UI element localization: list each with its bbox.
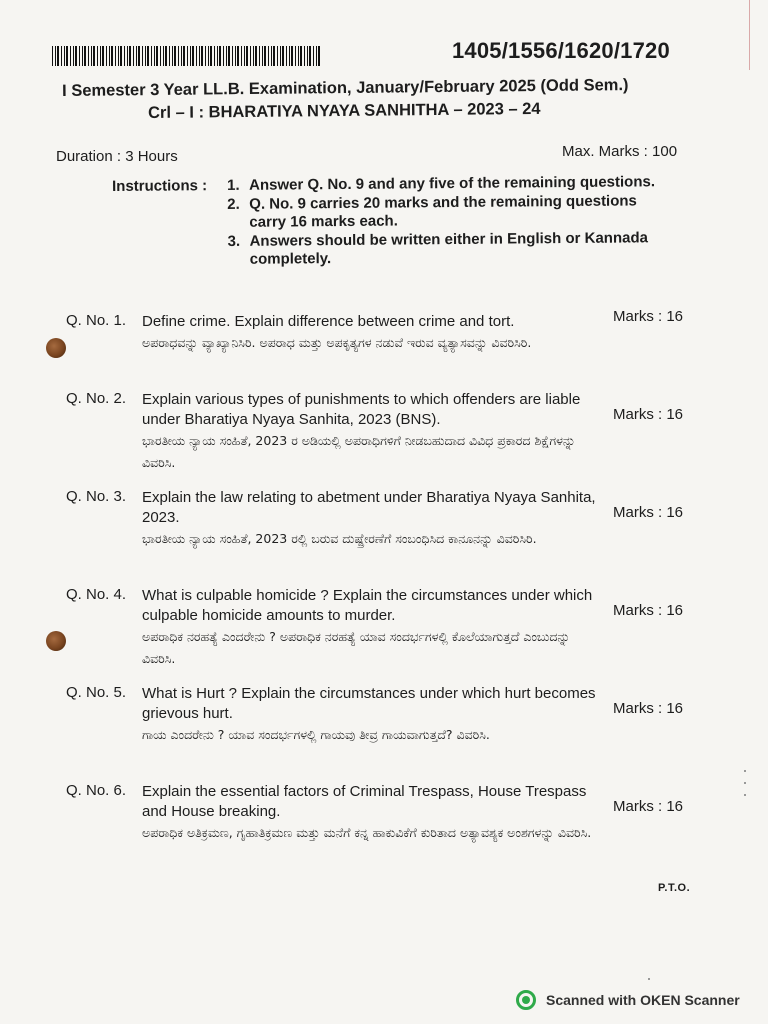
- scanner-watermark: [516, 990, 740, 1010]
- question-text-english: Define crime. Explain difference between crime and tort.: [142, 313, 515, 330]
- scan-speck: [744, 770, 746, 772]
- instruction-number: 1.: [226, 176, 240, 194]
- pto-label: P.T.O.: [658, 882, 691, 894]
- paper-code: 1405/1556/1620/1720: [452, 38, 670, 63]
- punch-hole-icon: [46, 631, 66, 651]
- question-marks: Marks : 16: [613, 798, 684, 815]
- question-marks: Marks : 16: [613, 406, 684, 423]
- question-text-english: Explain the law relating to abetment under Bharatiya Nyaya Sanhita, 2023.: [142, 489, 596, 526]
- max-marks: Max. Marks : 100: [562, 143, 678, 160]
- oken-scanner-logo-icon: [516, 990, 536, 1010]
- instruction-number: 2.: [227, 195, 240, 213]
- instruction-number: 3.: [227, 232, 241, 250]
- exam-title: I Semester 3 Year LL.B. Examination, January/February 2025 (Odd Sem.): [62, 76, 629, 100]
- question-text-english: What is Hurt ? Explain the circumstances under which hurt becomes grievous hurt.: [142, 685, 596, 722]
- question-marks: Marks : 16: [613, 308, 684, 325]
- scan-speck: [744, 782, 746, 784]
- question-text-kannada: ಅಪರಾಧಿಕ ಅತಿಕ್ರಮಣ, ಗೃಹಾತಿಕ್ರಮಣ ಮತ್ತು ಮನೆಗೆ ಕನ್ನ ಹಾಕುವಿಕೆಗೆ ಕುರಿತಾದ ಅತ್ಯಾವಶ್ಯಕ ಅಂಶಗಳನ್ನು ವಿವರಿಸಿ.: [142, 825, 592, 840]
- question-number: Q. No. 1.: [66, 312, 127, 329]
- question-body: [142, 586, 602, 670]
- question-body: [142, 488, 602, 550]
- question-number: Q. No. 6.: [66, 782, 127, 799]
- question-text-english: Explain various types of punishments to which offenders are liable under Bharatiya Nyaya Sanhita, 2023 (BNS).: [142, 391, 581, 428]
- question-marks: Marks : 16: [613, 504, 684, 521]
- subject-title: Crl – I : BHARATIYA NYAYA SANHITHA – 2023 – 24: [148, 99, 541, 122]
- question-text-kannada: ಗಾಯ ಎಂದರೇನು ? ಯಾವ ಸಂದರ್ಭಗಳಲ್ಲಿ ಗಾಯವು ತೀವ್ರ ಗಾಯವಾಗುತ್ತದೆ? ವಿವರಿಸಿ.: [142, 727, 490, 742]
- instruction-item: [227, 173, 667, 195]
- question-body: [142, 312, 602, 354]
- punch-hole-icon: [46, 338, 66, 358]
- question-text-kannada: ಭಾರತೀಯ ನ್ಯಾಯ ಸಂಹಿತೆ, 2023 ರ ಅಡಿಯಲ್ಲಿ ಅಪರಾಧಿಗಳಿಗೆ ನೀಡಬಹುದಾದ ವಿವಿಧ ಪ್ರಕಾರದ ಶಿಕ್ಷೆಗಳನ್ನು ವಿವರಿಸಿ.: [142, 433, 576, 470]
- barcode-icon: [52, 46, 320, 66]
- instruction-item: [227, 229, 667, 269]
- instructions-block: [112, 173, 672, 268]
- question-number: Q. No. 4.: [66, 586, 127, 603]
- question-text-english: Explain the essential factors of Criminal Trespass, House Trespass and House breaking.: [142, 783, 587, 820]
- question-text-kannada: ಭಾರತೀಯ ನ್ಯಾಯ ಸಂಹಿತೆ, 2023 ರಲ್ಲಿ ಬರುವ ದುಷ್ಪ್ರೇರಣೆಗೆ ಸಂಬಂಧಿಸಿದ ಕಾನೂನನ್ನು ವಿವರಿಸಿರಿ.: [142, 531, 537, 546]
- instruction-item: [227, 192, 667, 232]
- question-marks: Marks : 16: [613, 602, 684, 619]
- page-edge-line: [749, 0, 750, 70]
- question-number: Q. No. 3.: [66, 488, 127, 505]
- scan-speck: [648, 978, 650, 980]
- question-text-kannada: ಅಪರಾಧಿಕ ನರಹತ್ಯೆ ಎಂದರೇನು ? ಅಪರಾಧಿಕ ನರಹತ್ಯೆ ಯಾವ ಸಂದರ್ಭಗಳಲ್ಲಿ ಕೊಲೆಯಾಗುತ್ತದೆ ಎಂಬುದನ್ನು ವಿವರಿಸಿ.: [142, 629, 571, 666]
- instructions-label: Instructions :: [112, 177, 208, 195]
- instruction-text: Answer Q. No. 9 and any five of the remaining questions.: [248, 173, 656, 194]
- question-body: [142, 390, 602, 474]
- scanner-text: Scanned with OKEN Scanner: [546, 992, 740, 1008]
- question-number: Q. No. 5.: [66, 684, 127, 701]
- question-text-kannada: ಅಪರಾಧವನ್ನು ವ್ಯಾಖ್ಯಾನಿಸಿರಿ. ಅಪರಾಧ ಮತ್ತು ಅಪಕೃತ್ಯಗಳ ನಡುವೆ ಇರುವ ವ್ಯತ್ಯಾಸವನ್ನು ವಿವರಿಸಿರಿ.: [142, 335, 532, 350]
- scan-speck: [744, 794, 746, 796]
- question-marks: Marks : 16: [613, 700, 684, 717]
- question-number: Q. No. 2.: [66, 390, 127, 407]
- question-body: [142, 782, 602, 844]
- question-body: [142, 684, 602, 746]
- instruction-text: Answers should be written either in English or Kannada completely.: [249, 229, 649, 268]
- question-text-english: What is culpable homicide ? Explain the circumstances under which culpable homicide amounts to murder.: [142, 587, 593, 624]
- instruction-text: Q. No. 9 carries 20 marks and the remaining questions carry 16 marks each.: [249, 192, 637, 231]
- duration: Duration : 3 Hours: [56, 148, 178, 165]
- instructions-list: [227, 173, 668, 270]
